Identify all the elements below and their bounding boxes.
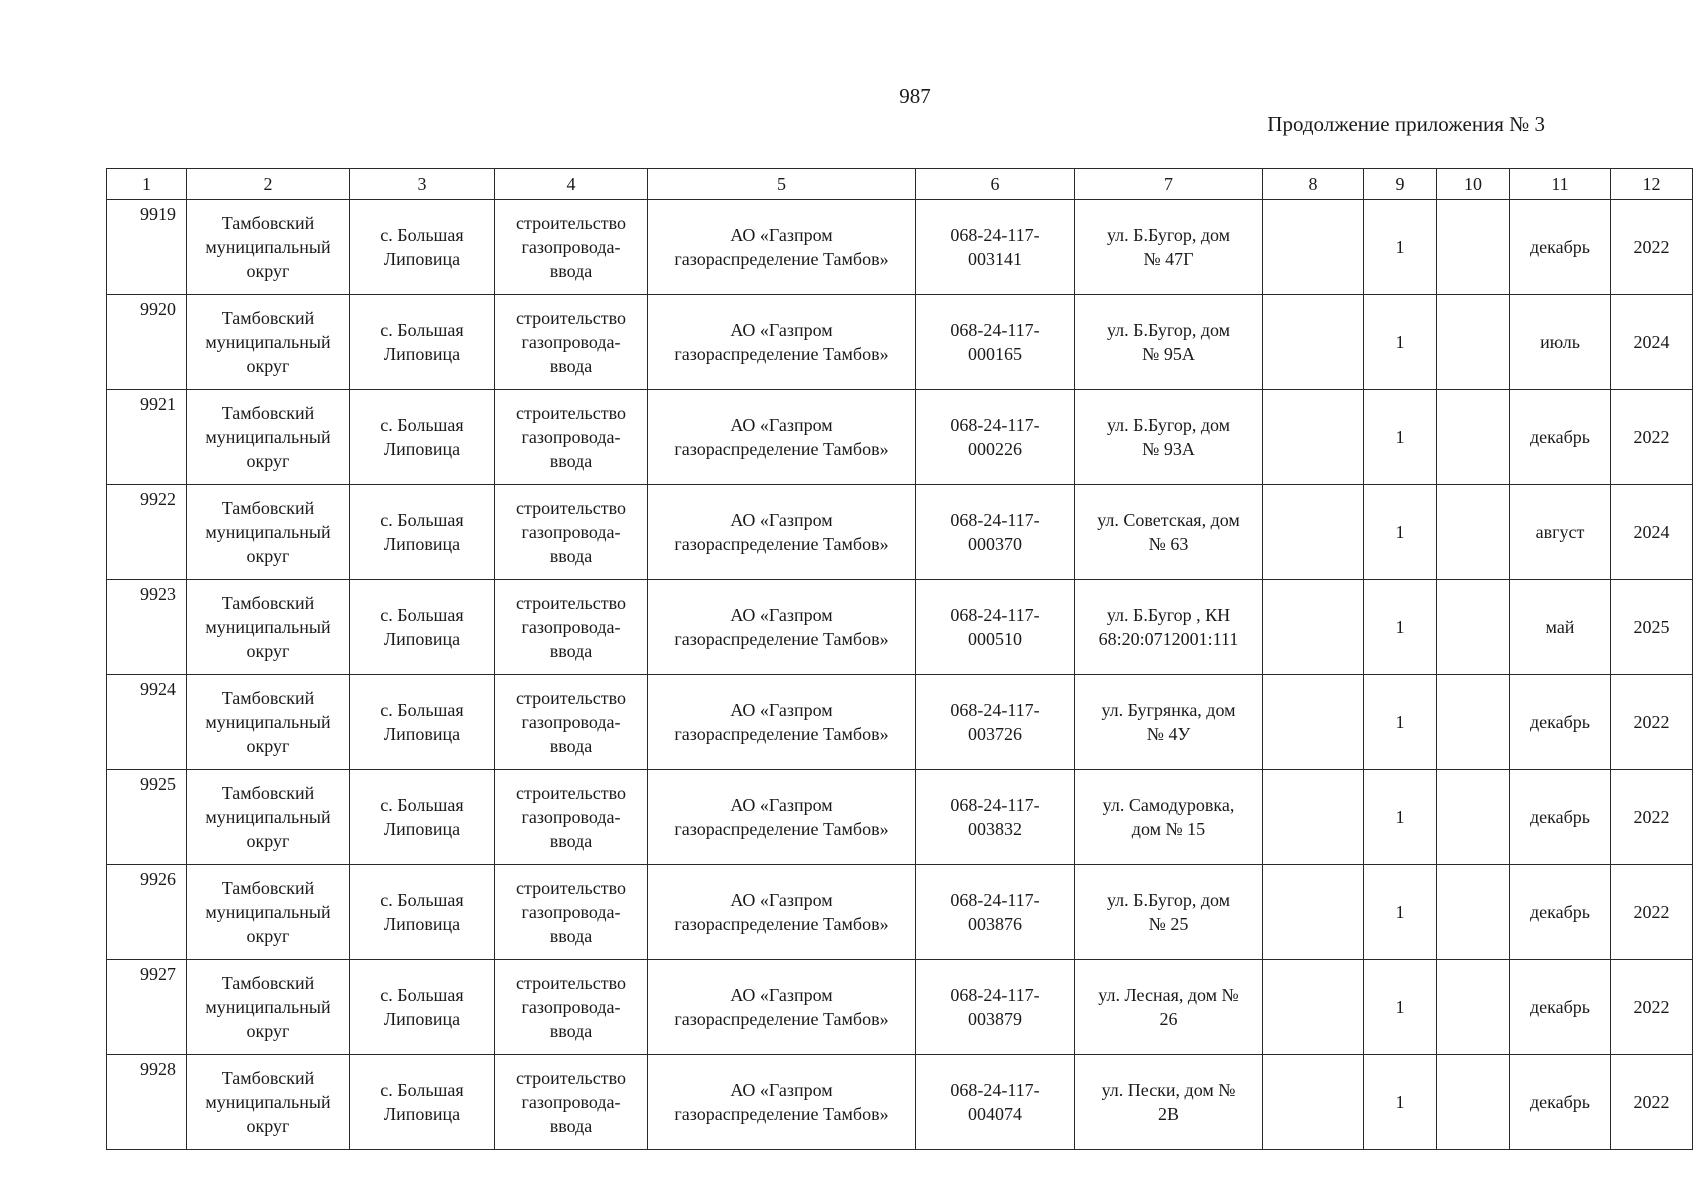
work-type-cell [495, 865, 648, 960]
row-number-text: 9925 [140, 774, 176, 794]
object-code-cell [916, 960, 1075, 1055]
table-row [107, 770, 1693, 865]
column-10-cell [1437, 675, 1510, 770]
object-code-cell-text: 068-24-117- 000226 [950, 415, 1040, 459]
column-header-12: 12 [1611, 169, 1693, 200]
year-cell [1611, 580, 1693, 675]
object-code-cell-text: 068-24-117- 000370 [950, 510, 1040, 554]
column-10-cell [1437, 200, 1510, 295]
quantity-cell-text: 1 [1395, 617, 1405, 637]
address-cell-text: ул. Пески, дом № 2В [1101, 1080, 1236, 1124]
table-body [107, 200, 1693, 1150]
quantity-cell [1364, 295, 1437, 390]
address-cell-text: ул. Б.Бугор, дом № 47Г [1106, 225, 1231, 269]
settlement-cell [350, 390, 495, 485]
year-cell [1611, 960, 1693, 1055]
settlement-cell [350, 295, 495, 390]
district-cell-text: Тамбовский муниципальный округ [205, 308, 331, 376]
table-row [107, 580, 1693, 675]
organization-cell [648, 770, 916, 865]
object-code-cell [916, 390, 1075, 485]
address-cell-text: ул. Советская, дом № 63 [1097, 510, 1240, 554]
organization-cell [648, 865, 916, 960]
address-cell [1075, 1055, 1263, 1150]
organization-cell [648, 580, 916, 675]
quantity-cell [1364, 200, 1437, 295]
organization-cell [648, 1055, 916, 1150]
registry-table [106, 168, 1693, 1150]
address-cell [1075, 960, 1263, 1055]
object-code-cell [916, 675, 1075, 770]
continuation-label: Продолжение приложения № 3 [1267, 112, 1545, 136]
object-code-cell [916, 865, 1075, 960]
column-10-cell [1437, 1055, 1510, 1150]
row-number-text: 9920 [140, 299, 176, 319]
row-number-text: 9921 [140, 394, 176, 414]
work-type-cell [495, 390, 648, 485]
work-type-cell [495, 770, 648, 865]
work-type-cell [495, 485, 648, 580]
district-cell-text: Тамбовский муниципальный округ [205, 213, 331, 281]
settlement-cell-text: с. Большая Липовица [380, 605, 464, 649]
district-cell [187, 770, 350, 865]
column-header-8: 8 [1263, 169, 1364, 200]
year-cell [1611, 390, 1693, 485]
address-cell [1075, 675, 1263, 770]
column-header-3: 3 [350, 169, 495, 200]
month-cell [1510, 1055, 1611, 1150]
address-cell [1075, 580, 1263, 675]
organization-cell-text: АО «Газпром газораспределение Тамбов» [674, 795, 889, 839]
column-8-cell [1263, 390, 1364, 485]
column-8-cell [1263, 1055, 1364, 1150]
work-type-cell-text: строительство газопровода- ввода [516, 498, 626, 566]
address-cell [1075, 200, 1263, 295]
district-cell [187, 200, 350, 295]
month-cell-text: декабрь [1530, 1092, 1590, 1112]
district-cell [187, 295, 350, 390]
work-type-cell [495, 200, 648, 295]
month-cell-text: декабрь [1530, 997, 1590, 1017]
organization-cell-text: АО «Газпром газораспределение Тамбов» [674, 890, 889, 934]
row-number-text: 9919 [140, 204, 176, 224]
address-cell-text: ул. Самодуровка, дом № 15 [1102, 795, 1235, 839]
month-cell-text: декабрь [1530, 237, 1590, 257]
quantity-cell-text: 1 [1395, 807, 1405, 827]
object-code-cell-text: 068-24-117- 000165 [950, 320, 1040, 364]
year-cell [1611, 485, 1693, 580]
month-cell [1510, 485, 1611, 580]
column-10-cell [1437, 485, 1510, 580]
column-8-cell [1263, 865, 1364, 960]
table-row [107, 1055, 1693, 1150]
year-cell [1611, 865, 1693, 960]
address-cell-text: ул. Бугрянка, дом № 4У [1101, 700, 1236, 744]
quantity-cell [1364, 865, 1437, 960]
year-cell [1611, 1055, 1693, 1150]
column-header-4: 4 [495, 169, 648, 200]
row-number [107, 295, 187, 390]
settlement-cell [350, 200, 495, 295]
month-cell-text: декабрь [1530, 427, 1590, 447]
year-cell-text: 2022 [1633, 902, 1670, 922]
quantity-cell [1364, 1055, 1437, 1150]
year-cell-text: 2022 [1633, 997, 1670, 1017]
quantity-cell-text: 1 [1395, 237, 1405, 257]
organization-cell [648, 675, 916, 770]
address-cell [1075, 770, 1263, 865]
month-cell [1510, 960, 1611, 1055]
settlement-cell-text: с. Большая Липовица [380, 415, 464, 459]
settlement-cell-text: с. Большая Липовица [380, 985, 464, 1029]
district-cell [187, 960, 350, 1055]
object-code-cell-text: 068-24-117- 003832 [950, 795, 1040, 839]
column-header-11: 11 [1510, 169, 1611, 200]
settlement-cell [350, 675, 495, 770]
settlement-cell [350, 1055, 495, 1150]
settlement-cell [350, 770, 495, 865]
organization-cell [648, 295, 916, 390]
address-cell-text: ул. Б.Бугор , КН 68:20:0712001:111 [1098, 605, 1239, 649]
settlement-cell-text: с. Большая Липовица [380, 225, 464, 269]
year-cell-text: 2025 [1633, 617, 1670, 637]
column-header-1: 1 [107, 169, 187, 200]
column-header-6: 6 [916, 169, 1075, 200]
organization-cell [648, 200, 916, 295]
address-cell-text: ул. Б.Бугор, дом № 95А [1106, 320, 1231, 364]
object-code-cell-text: 068-24-117- 004074 [950, 1080, 1040, 1124]
quantity-cell [1364, 485, 1437, 580]
quantity-cell-text: 1 [1395, 902, 1405, 922]
district-cell [187, 865, 350, 960]
month-cell [1510, 580, 1611, 675]
page-number: 987 [899, 84, 931, 108]
year-cell-text: 2022 [1633, 237, 1670, 257]
month-cell [1510, 770, 1611, 865]
address-cell [1075, 485, 1263, 580]
object-code-cell-text: 068-24-117- 003876 [950, 890, 1040, 934]
month-cell [1510, 865, 1611, 960]
district-cell-text: Тамбовский муниципальный округ [205, 783, 331, 851]
row-number [107, 580, 187, 675]
district-cell [187, 675, 350, 770]
settlement-cell [350, 960, 495, 1055]
column-8-cell [1263, 960, 1364, 1055]
quantity-cell [1364, 675, 1437, 770]
column-10-cell [1437, 390, 1510, 485]
address-cell-text: ул. Б.Бугор, дом № 93А [1106, 415, 1231, 459]
month-cell-text: декабрь [1530, 902, 1590, 922]
work-type-cell [495, 960, 648, 1055]
district-cell-text: Тамбовский муниципальный округ [205, 593, 331, 661]
month-cell-text: август [1535, 522, 1585, 542]
settlement-cell-text: с. Большая Липовица [380, 510, 464, 554]
organization-cell-text: АО «Газпром газораспределение Тамбов» [674, 510, 889, 554]
organization-cell [648, 390, 916, 485]
settlement-cell-text: с. Большая Липовица [380, 320, 464, 364]
month-cell-text: декабрь [1530, 712, 1590, 732]
month-cell-text: декабрь [1530, 807, 1590, 827]
district-cell-text: Тамбовский муниципальный округ [205, 498, 331, 566]
year-cell-text: 2022 [1633, 807, 1670, 827]
object-code-cell-text: 068-24-117- 000510 [950, 605, 1040, 649]
address-cell [1075, 390, 1263, 485]
column-8-cell [1263, 485, 1364, 580]
organization-cell-text: АО «Газпром газораспределение Тамбов» [674, 985, 889, 1029]
row-number [107, 865, 187, 960]
address-cell [1075, 865, 1263, 960]
organization-cell-text: АО «Газпром газораспределение Тамбов» [674, 700, 889, 744]
month-cell [1510, 675, 1611, 770]
object-code-cell-text: 068-24-117- 003141 [950, 225, 1040, 269]
row-number [107, 1055, 187, 1150]
row-number-text: 9924 [140, 679, 176, 699]
organization-cell [648, 960, 916, 1055]
quantity-cell-text: 1 [1395, 1092, 1405, 1112]
organization-cell-text: АО «Газпром газораспределение Тамбов» [674, 320, 889, 364]
object-code-cell [916, 580, 1075, 675]
work-type-cell [495, 295, 648, 390]
column-header-7: 7 [1075, 169, 1263, 200]
organization-cell-text: АО «Газпром газораспределение Тамбов» [674, 605, 889, 649]
month-cell-text: май [1545, 617, 1575, 637]
work-type-cell-text: строительство газопровода- ввода [516, 878, 626, 946]
address-cell-text: ул. Б.Бугор, дом № 25 [1106, 890, 1231, 934]
work-type-cell [495, 1055, 648, 1150]
work-type-cell-text: строительство газопровода- ввода [516, 403, 626, 471]
object-code-cell [916, 200, 1075, 295]
column-10-cell [1437, 865, 1510, 960]
row-number-text: 9927 [140, 964, 176, 984]
district-cell [187, 1055, 350, 1150]
column-header-9: 9 [1364, 169, 1437, 200]
year-cell [1611, 675, 1693, 770]
settlement-cell [350, 485, 495, 580]
work-type-cell-text: строительство газопровода- ввода [516, 1068, 626, 1136]
table-row [107, 675, 1693, 770]
column-8-cell [1263, 580, 1364, 675]
settlement-cell-text: с. Большая Липовица [380, 795, 464, 839]
year-cell [1611, 200, 1693, 295]
district-cell [187, 390, 350, 485]
quantity-cell [1364, 580, 1437, 675]
object-code-cell-text: 068-24-117- 003726 [950, 700, 1040, 744]
work-type-cell-text: строительство газопровода- ввода [516, 308, 626, 376]
work-type-cell-text: строительство газопровода- ввода [516, 973, 626, 1041]
district-cell [187, 580, 350, 675]
row-number [107, 960, 187, 1055]
settlement-cell-text: с. Большая Липовица [380, 700, 464, 744]
column-10-cell [1437, 770, 1510, 865]
column-10-cell [1437, 960, 1510, 1055]
quantity-cell-text: 1 [1395, 997, 1405, 1017]
column-header-5: 5 [648, 169, 916, 200]
year-cell-text: 2024 [1633, 332, 1670, 352]
year-cell [1611, 295, 1693, 390]
month-cell-text: июль [1540, 332, 1580, 352]
settlement-cell [350, 580, 495, 675]
district-cell-text: Тамбовский муниципальный округ [205, 878, 331, 946]
year-cell-text: 2022 [1633, 712, 1670, 732]
month-cell [1510, 390, 1611, 485]
column-8-cell [1263, 200, 1364, 295]
row-number-text: 9922 [140, 489, 176, 509]
table-row [107, 295, 1693, 390]
object-code-cell [916, 485, 1075, 580]
quantity-cell-text: 1 [1395, 427, 1405, 447]
month-cell [1510, 200, 1611, 295]
year-cell-text: 2022 [1633, 1092, 1670, 1112]
table-row [107, 960, 1693, 1055]
quantity-cell [1364, 390, 1437, 485]
work-type-cell-text: строительство газопровода- ввода [516, 213, 626, 281]
district-cell [187, 485, 350, 580]
district-cell-text: Тамбовский муниципальный округ [205, 403, 331, 471]
quantity-cell-text: 1 [1395, 332, 1405, 352]
work-type-cell [495, 580, 648, 675]
settlement-cell-text: с. Большая Липовица [380, 1080, 464, 1124]
column-8-cell [1263, 675, 1364, 770]
year-cell-text: 2022 [1633, 427, 1670, 447]
work-type-cell [495, 675, 648, 770]
district-cell-text: Тамбовский муниципальный округ [205, 973, 331, 1041]
organization-cell-text: АО «Газпром газораспределение Тамбов» [674, 415, 889, 459]
object-code-cell [916, 770, 1075, 865]
quantity-cell [1364, 770, 1437, 865]
work-type-cell-text: строительство газопровода- ввода [516, 783, 626, 851]
quantity-cell-text: 1 [1395, 522, 1405, 542]
object-code-cell-text: 068-24-117- 003879 [950, 985, 1040, 1029]
column-header-10: 10 [1437, 169, 1510, 200]
organization-cell [648, 485, 916, 580]
work-type-cell-text: строительство газопровода- ввода [516, 688, 626, 756]
row-number-text: 9928 [140, 1059, 176, 1079]
column-10-cell [1437, 295, 1510, 390]
quantity-cell [1364, 960, 1437, 1055]
row-number [107, 770, 187, 865]
address-cell [1075, 295, 1263, 390]
settlement-cell [350, 865, 495, 960]
column-10-cell [1437, 580, 1510, 675]
row-number-text: 9923 [140, 584, 176, 604]
row-number [107, 675, 187, 770]
table-row [107, 485, 1693, 580]
row-number [107, 485, 187, 580]
work-type-cell-text: строительство газопровода- ввода [516, 593, 626, 661]
object-code-cell [916, 295, 1075, 390]
settlement-cell-text: с. Большая Липовица [380, 890, 464, 934]
object-code-cell [916, 1055, 1075, 1150]
row-number [107, 390, 187, 485]
month-cell [1510, 295, 1611, 390]
column-8-cell [1263, 770, 1364, 865]
district-cell-text: Тамбовский муниципальный округ [205, 688, 331, 756]
district-cell-text: Тамбовский муниципальный округ [205, 1068, 331, 1136]
table-row [107, 865, 1693, 960]
organization-cell-text: АО «Газпром газораспределение Тамбов» [674, 1080, 889, 1124]
column-header-2: 2 [187, 169, 350, 200]
row-number [107, 200, 187, 295]
table-row [107, 200, 1693, 295]
row-number-text: 9926 [140, 869, 176, 889]
year-cell-text: 2024 [1633, 522, 1670, 542]
organization-cell-text: АО «Газпром газораспределение Тамбов» [674, 225, 889, 269]
table-row [107, 390, 1693, 485]
quantity-cell-text: 1 [1395, 712, 1405, 732]
header-row [107, 169, 1693, 200]
year-cell [1611, 770, 1693, 865]
address-cell-text: ул. Лесная, дом № 26 [1098, 985, 1239, 1029]
column-8-cell [1263, 295, 1364, 390]
